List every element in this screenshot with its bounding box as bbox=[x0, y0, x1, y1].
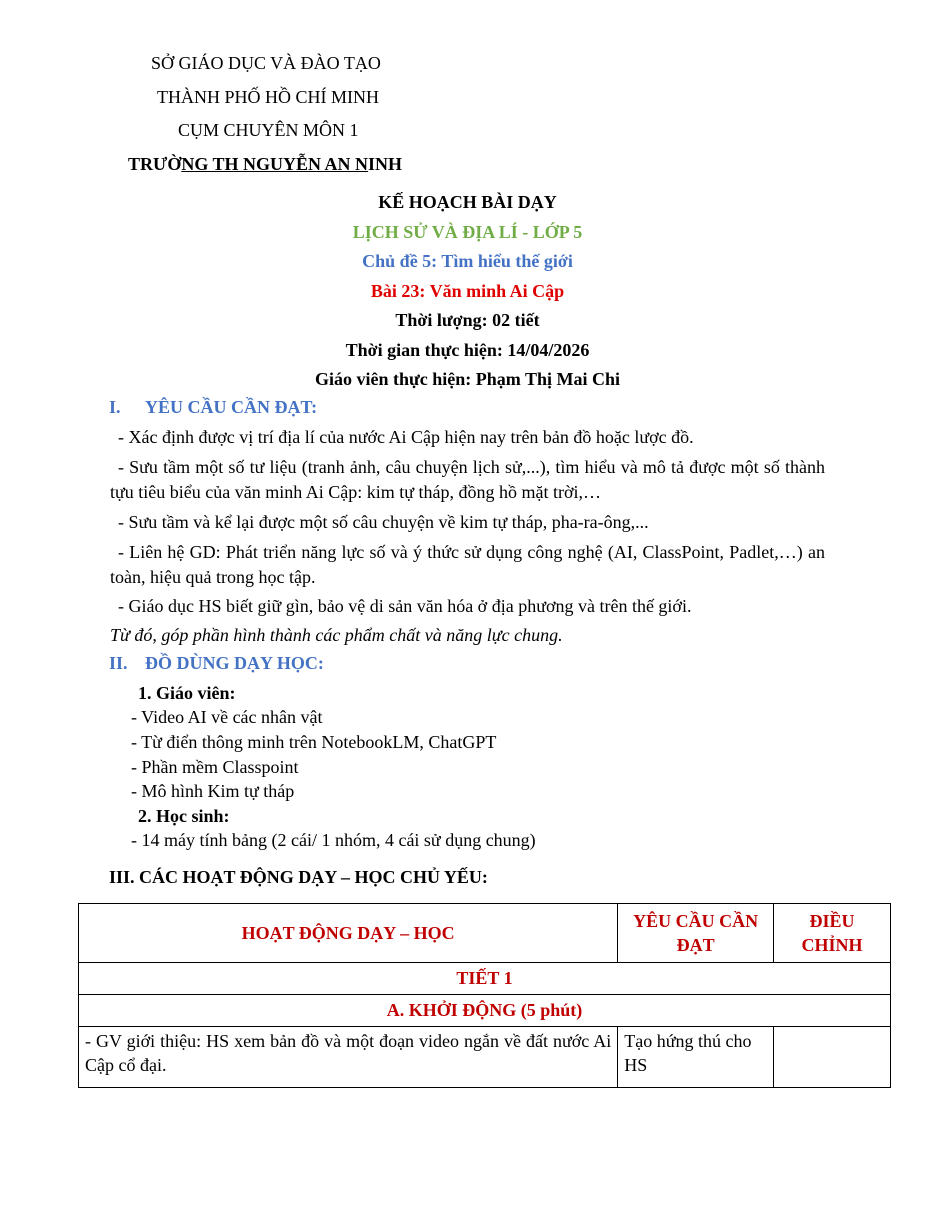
teacher-material-1: - Video AI về các nhân vật bbox=[131, 707, 323, 727]
subject-title: LỊCH SỬ VÀ ĐỊA LÍ - LỚP 5 bbox=[352, 222, 583, 242]
school-name-suffix: INH bbox=[368, 154, 403, 174]
teacher: Giáo viên thực hiện: Phạm Thị Mai Chi bbox=[315, 369, 620, 389]
lesson-title: Bài 23: Văn minh Ai Cập bbox=[370, 281, 565, 301]
table-row bbox=[79, 963, 891, 995]
student-material-1: - 14 máy tính bảng (2 cái/ 1 nhóm, 4 cái sử dụng chung) bbox=[131, 830, 536, 850]
section-2-number: II. bbox=[109, 653, 128, 673]
section-1-heading bbox=[109, 397, 317, 418]
table-header-row bbox=[79, 904, 891, 963]
duration: Thời lượng: 02 tiết bbox=[395, 310, 540, 330]
school-name-prefix: TRƯỜ bbox=[128, 154, 182, 174]
topic-title: Chủ đề 5: Tìm hiểu thế giới bbox=[362, 251, 573, 271]
section-1-title: YÊU CẦU CẦN ĐẠT: bbox=[145, 397, 318, 417]
requirement-conclusion: Từ đó, góp phần hình thành các phẩm chất và năng lực chung. bbox=[110, 625, 563, 645]
teacher-materials-heading: 1. Giáo viên: bbox=[138, 683, 236, 703]
table-row bbox=[79, 1027, 891, 1088]
requirement-cell: Tạo hứng thú cho HS bbox=[618, 1027, 774, 1088]
agency-line-1: SỞ GIÁO DỤC VÀ ĐÀO TẠO bbox=[151, 53, 381, 73]
agency-line-2: THÀNH PHỐ HỒ CHÍ MINH bbox=[157, 87, 379, 107]
plan-title: KẾ HOẠCH BÀI DẠY bbox=[378, 192, 557, 212]
student-materials-heading: 2. Học sinh: bbox=[138, 806, 230, 826]
activity-table bbox=[78, 903, 891, 1088]
period-label: TIẾT 1 bbox=[79, 963, 891, 995]
col-activity-header: HOẠT ĐỘNG DẠY – HỌC bbox=[79, 904, 618, 963]
teacher-material-2: - Từ điển thông minh trên NotebookLM, ChatGPT bbox=[131, 732, 497, 752]
part-label: A. KHỞI ĐỘNG (5 phút) bbox=[79, 995, 891, 1027]
requirement-item-5: - Giáo dục HS biết giữ gìn, bảo vệ di sản văn hóa ở địa phương và trên thế giới. bbox=[118, 596, 692, 616]
requirement-item-4: - Liên hệ GD: Phát triển năng lực số và ý thức sử dụng công nghệ (AI, ClassPoint, Padlet,…) an toàn, hiệu quả trong học tập. bbox=[110, 542, 825, 587]
teacher-material-4: - Mô hình Kim tự tháp bbox=[131, 781, 295, 801]
school-name bbox=[128, 154, 402, 175]
table-row bbox=[79, 995, 891, 1027]
adjust-cell bbox=[774, 1027, 891, 1088]
agency-line-3: CỤM CHUYÊN MÔN 1 bbox=[178, 120, 359, 140]
requirement-item-2: - Sưu tầm một số tư liệu (tranh ảnh, câu chuyện lịch sử,...), tìm hiểu và mô tả được một số thành tựu tiêu biểu của văn minh Ai Cập: kim tự tháp, đồng hồ mặt trời,… bbox=[110, 457, 825, 502]
teacher-material-3: - Phần mềm Classpoint bbox=[131, 757, 299, 777]
school-name-underlined: NG TH NGUYỄN AN N bbox=[181, 154, 369, 174]
requirement-item-1: - Xác định được vị trí địa lí của nước Ai Cập hiện nay trên bản đồ hoặc lược đồ. bbox=[118, 427, 694, 447]
col-adjust-header: ĐIỀU CHỈNH bbox=[774, 904, 891, 963]
section-3-heading: III. CÁC HOẠT ĐỘNG DẠY – HỌC CHỦ YẾU: bbox=[109, 867, 488, 887]
activity-cell: - GV giới thiệu: HS xem bản đồ và một đoạn video ngắn về đất nước Ai Cập cổ đại. bbox=[79, 1027, 618, 1088]
date: Thời gian thực hiện: 14/04/2026 bbox=[345, 340, 590, 360]
col-requirement-header: YÊU CẦU CẦN ĐẠT bbox=[618, 904, 774, 963]
section-2-title: ĐỒ DÙNG DẠY HỌC: bbox=[145, 653, 324, 673]
requirement-item-3: - Sưu tầm và kể lại được một số câu chuyện về kim tự tháp, pha-ra-ông,... bbox=[118, 512, 649, 532]
section-1-number: I. bbox=[109, 397, 121, 417]
section-2-heading bbox=[109, 653, 324, 674]
